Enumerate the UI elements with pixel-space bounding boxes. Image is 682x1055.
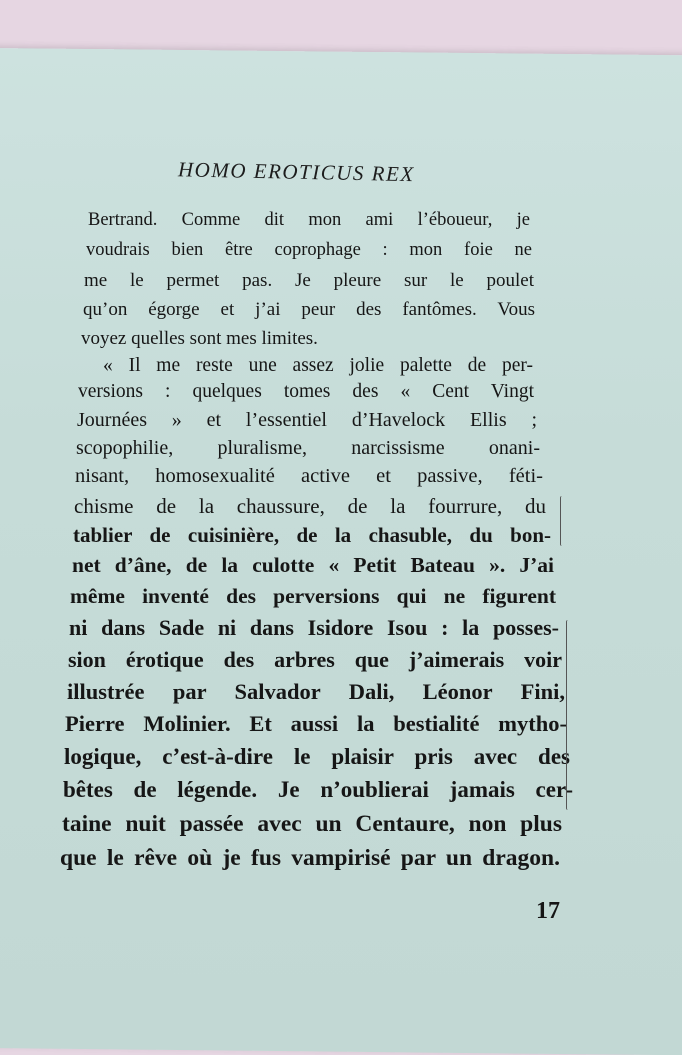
margin-bracket — [566, 620, 570, 810]
text-line: bêtes de légende. Je n’oublierai jamais cer- — [63, 777, 573, 802]
text-line: chisme de la chaussure, de la fourrure, du — [74, 494, 546, 518]
text-line: qu’on égorge et j’ai peur des fantômes. Vous — [83, 299, 535, 320]
text-line: Journées » et l’essentiel d’Havelock Ellis ; — [77, 409, 537, 431]
text-line: sion érotique des arbres que j’aimerais voir — [68, 647, 562, 672]
page-number: 17 — [536, 898, 560, 924]
book-page — [0, 48, 682, 1055]
text-line: même inventé des perversions qui ne figurent — [70, 584, 556, 608]
text-line: scopophilie, pluralisme, narcissisme onani- — [76, 437, 540, 459]
margin-bracket — [560, 496, 564, 546]
text-line: voudrais bien être coprophage : mon foie ne — [86, 240, 532, 260]
text-line: voyez quelles sont mes limites. — [81, 328, 318, 349]
text-line: Pierre Molinier. Et aussi la bestialité mytho- — [65, 711, 567, 736]
text-line: tablier de cuisinière, de la chasuble, du bon- — [73, 523, 551, 547]
text-line: taine nuit passée avec un Centaure, non plus — [62, 811, 562, 837]
text-line: illustrée par Salvador Dali, Léonor Fini, — [67, 679, 565, 704]
text-line: me le permet pas. Je pleure sur le poulet — [84, 270, 534, 291]
text-line: net d’âne, de la culotte « Petit Bateau ». J’ai — [72, 553, 554, 577]
text-line: logique, c’est-à-dire le plaisir pris avec des — [64, 744, 570, 769]
running-head: HOMO EROTICUS REX — [177, 157, 415, 187]
text-line: Bertrand. Comme dit mon ami l’éboueur, je — [88, 210, 530, 230]
text-line: versions : quelques tomes des « Cent Vingt — [78, 381, 534, 402]
text-line: nisant, homosexualité active et passive, féti- — [75, 465, 543, 487]
text-line: ni dans Sade ni dans Isidore Isou : la posses- — [69, 615, 559, 640]
text-line: que le rêve où je fus vampirisé par un dragon. — [60, 845, 560, 871]
text-line: « Il me reste une assez jolie palette de per- — [103, 355, 533, 376]
